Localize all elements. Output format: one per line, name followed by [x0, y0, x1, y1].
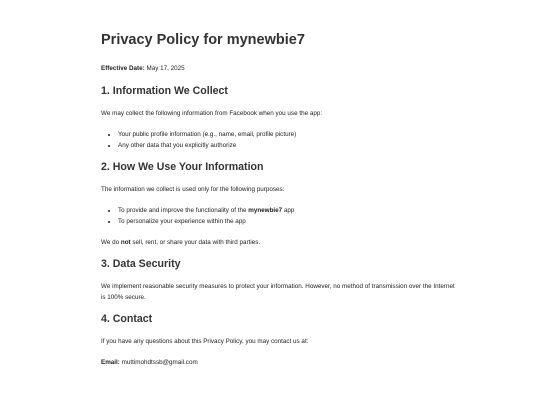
no-sharing-note — [101, 237, 461, 248]
email-value: muttimohdtssb@gmail.com — [119, 359, 198, 366]
section-text: We implement reasonable security measures to protect your information. However, no method of transmission over the Internet is 100% secure. — [101, 283, 455, 301]
note-emphasis: not — [120, 239, 131, 246]
section-text: We may collect the following information from Facebook when you use the app: — [101, 110, 323, 117]
app-name: mynewbie7 — [248, 207, 283, 214]
section-text: If you have any questions about this Privacy Policy, you may contact us at: — [101, 338, 309, 345]
note-text: We do — [101, 239, 121, 246]
list-item-text: app — [282, 207, 295, 214]
collect-list — [101, 129, 461, 151]
section-heading-contact: 4. Contact — [101, 313, 153, 325]
effective-date-value: May 17, 2025 — [144, 65, 185, 72]
list-item: • To personalize your experience within the app — [118, 216, 461, 227]
section-heading-security: 3. Data Security — [101, 258, 181, 270]
contact-email — [101, 357, 461, 368]
note-text: sell, rent, or share your data with third parties. — [130, 239, 261, 246]
list-item-text: To provide and improve the functionality of the — [118, 207, 249, 214]
list-item — [118, 205, 461, 216]
list-item: • Your public profile information (e.g., name, email, profile picture) — [118, 129, 461, 140]
effective-date — [101, 63, 461, 74]
use-list — [101, 205, 461, 227]
section-heading-use: 2. How We Use Your Information — [101, 161, 264, 173]
effective-date-label: Effective Date: — [101, 65, 145, 72]
list-item: • Any other data that you explicitly authorize — [118, 140, 461, 151]
email-label: Email: — [101, 359, 120, 366]
section-heading-collect: 1. Information We Collect — [101, 85, 228, 97]
section-text: The information we collect is used only for the following purposes: — [101, 186, 285, 193]
page-title: Privacy Policy for mynewbie7 — [101, 32, 305, 48]
